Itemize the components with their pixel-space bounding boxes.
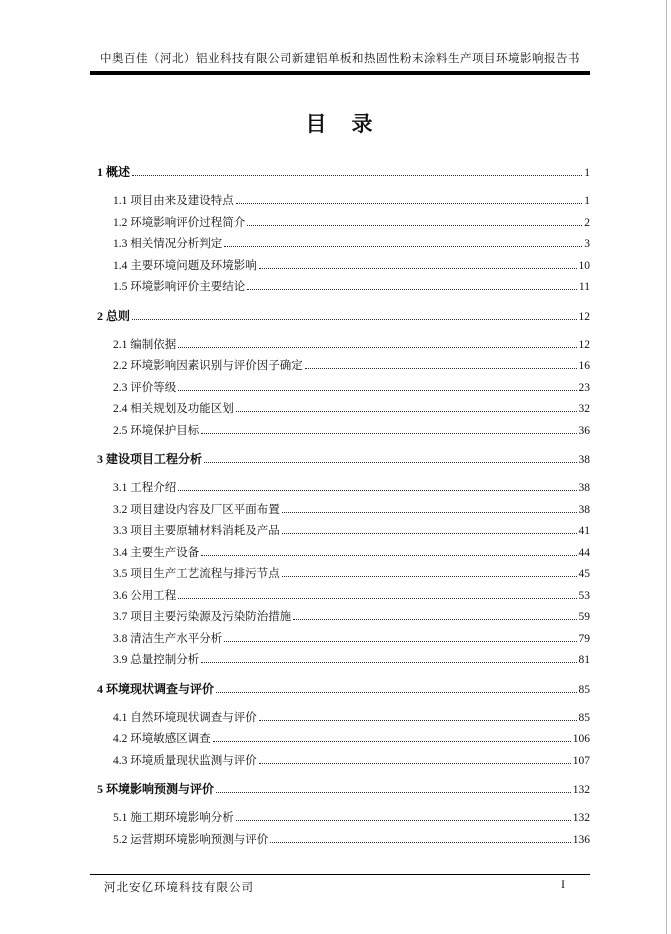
toc-entry[interactable] [90, 650, 590, 672]
toc-entry-label: 5 环境影响预测与评价 [97, 782, 215, 796]
toc-page-number: 38 [578, 503, 590, 516]
toc-page-number: 38 [578, 482, 590, 494]
dot-leader [247, 289, 577, 290]
toc-entry[interactable] [90, 234, 590, 256]
dot-leader [305, 368, 577, 369]
toc-page-number: 11 [578, 281, 590, 293]
dot-leader [132, 175, 582, 176]
page-footer [90, 874, 590, 895]
toc-entry-label: 5.1 施工期环境影响分析 [113, 812, 234, 824]
dot-leader [216, 692, 576, 693]
toc-entry-label: 3.4 主要生产设备 [113, 546, 200, 559]
toc-entry[interactable] [90, 277, 590, 299]
toc-page-number: 16 [578, 360, 590, 372]
toc-page-number: 38 [578, 454, 590, 466]
toc-page-number: 2 [584, 216, 590, 229]
toc-page-number: 23 [578, 381, 590, 394]
toc-entry-label: 2.5 环境保护目标 [113, 424, 200, 437]
toc-entry-label: 4 环境现状调查与评价 [97, 681, 215, 696]
toc-entry[interactable] [90, 256, 590, 278]
toc-entry[interactable] [90, 586, 590, 608]
toc-page-number: 12 [578, 338, 590, 351]
dot-leader [282, 576, 577, 577]
toc-entry[interactable] [90, 421, 590, 443]
toc-page-number: 107 [572, 754, 590, 767]
toc-entry-label: 1.1 项目由来及建设特点 [113, 195, 234, 207]
dot-leader [224, 641, 576, 642]
toc-entry[interactable] [90, 564, 590, 586]
toc-page-number: 1 [584, 195, 590, 207]
toc-entry-label: 4.2 环境敏感区调查 [113, 733, 211, 745]
toc-entry-label: 3.8 清洁生产水平分析 [113, 632, 223, 645]
toc-page-number: 136 [572, 833, 590, 846]
page-title: 目 录 [305, 112, 375, 136]
toc-entry-label: 2.3 评价等级 [113, 381, 177, 394]
dot-leader [236, 820, 571, 821]
toc-entry[interactable] [90, 543, 590, 565]
toc-entry[interactable] [90, 607, 590, 629]
toc-entry-label: 1.4 主要环境问题及环境影响 [113, 259, 257, 272]
toc-entry-label: 4.3 环境质量现状监测与评价 [113, 754, 257, 767]
toc-entry[interactable] [90, 478, 590, 500]
toc-page-number: 81 [578, 654, 590, 666]
toc-page-number: 132 [572, 784, 590, 796]
toc-page-number: 45 [578, 568, 590, 580]
toc-entry-label: 2 总则 [97, 308, 131, 323]
toc-entry-label: 4.1 自然环境现状调查与评价 [113, 711, 257, 724]
toc-page-number: 3 [584, 238, 590, 250]
toc-entry-label: 1.3 相关情况分析判定 [113, 238, 223, 250]
toc-entry[interactable] [90, 335, 590, 357]
toc-entry[interactable] [90, 729, 590, 751]
toc-entry-label: 3.6 公用工程 [113, 589, 177, 602]
dot-leader [216, 792, 571, 793]
toc-page-number: 59 [578, 611, 590, 623]
toc-entry[interactable] [90, 500, 590, 522]
toc-page-number: 44 [578, 546, 590, 559]
toc-entry-label: 3 建设项目工程分析 [97, 452, 203, 466]
dot-leader [236, 203, 583, 204]
toc-entry[interactable] [90, 708, 590, 730]
toc-page-number: 1 [584, 167, 590, 179]
dot-leader [224, 246, 582, 247]
toc-entry-label: 3.9 总量控制分析 [113, 654, 200, 666]
dot-leader [201, 433, 576, 434]
toc-entry[interactable] [90, 679, 590, 701]
toc-page-number: 85 [578, 711, 590, 724]
dot-leader [213, 741, 571, 742]
toc-entry-label: 5.2 运营期环境影响预测与评价 [113, 833, 269, 846]
dot-leader [178, 347, 576, 348]
toc-page-number: 132 [572, 812, 590, 824]
toc-entry[interactable] [90, 521, 590, 543]
toc-page-number: 53 [578, 589, 590, 602]
dot-leader [201, 662, 576, 663]
toc-page-number: 12 [578, 310, 590, 323]
toc-page-number: 79 [578, 632, 590, 645]
scan-edge-line [666, 0, 667, 934]
dot-leader [259, 268, 577, 269]
dot-leader [247, 225, 582, 226]
toc-list [90, 162, 590, 851]
toc-entry[interactable] [90, 399, 590, 421]
toc-entry[interactable] [90, 808, 590, 830]
toc-page-number: 10 [578, 259, 590, 272]
dot-leader [236, 411, 577, 412]
toc-entry-label: 1 概述 [97, 165, 131, 179]
toc-entry-label: 1.2 环境影响评价过程简介 [113, 216, 246, 229]
toc-entry-label: 3.2 项目建设内容及厂区平面布置 [113, 503, 280, 516]
toc-entry[interactable] [90, 830, 590, 852]
dot-leader [270, 842, 571, 843]
dot-leader [178, 598, 576, 599]
page-content [90, 0, 590, 851]
toc-entry[interactable] [90, 213, 590, 235]
toc-entry[interactable] [90, 751, 590, 773]
dot-leader [132, 319, 576, 320]
toc-entry[interactable] [90, 306, 590, 328]
toc-page-number: 36 [578, 424, 590, 437]
toc-entry-label: 3.1 工程介绍 [113, 482, 177, 494]
toc-entry[interactable] [90, 779, 590, 801]
dot-leader [178, 390, 576, 391]
dot-leader [259, 763, 571, 764]
toc-page-number: 41 [578, 525, 590, 537]
dot-leader [204, 462, 576, 463]
toc-entry-label: 1.5 环境影响评价主要结论 [113, 281, 246, 293]
toc-entry-label: 2.2 环境影响因素识别与评价因子确定 [113, 360, 303, 372]
toc-entry[interactable] [90, 378, 590, 400]
toc-entry-label: 3.3 项目主要原辅材料消耗及产品 [113, 525, 280, 537]
toc-entry[interactable] [90, 629, 590, 651]
toc-entry-label: 2.4 相关规划及功能区划 [113, 403, 234, 415]
dot-leader [282, 533, 577, 534]
toc-entry[interactable] [90, 356, 590, 378]
toc-entry-label: 3.5 项目生产工艺流程与排污节点 [113, 568, 280, 580]
toc-entry-label: 2.1 编制依据 [113, 338, 177, 351]
footer-company-name: 河北安亿环境科技有限公司 [104, 882, 254, 894]
toc-entry[interactable] [90, 162, 590, 184]
dot-leader [178, 490, 576, 491]
toc-entry[interactable] [90, 191, 590, 213]
toc-entry[interactable] [90, 449, 590, 471]
running-header: 中奥百佳（河北）铝业科技有限公司新建铝单板和热固性粉末涂料生产项目环境影响报告书 [90, 50, 590, 75]
dot-leader [293, 619, 576, 620]
dot-leader [282, 512, 577, 513]
dot-leader [259, 720, 577, 721]
footer-page-number: I [561, 879, 565, 891]
toc-entry-label: 3.7 项目主要污染源及污染防治措施 [113, 611, 292, 623]
dot-leader [201, 555, 576, 556]
toc-page-number: 32 [578, 403, 590, 415]
toc-page-number: 106 [572, 733, 590, 745]
toc-page-number: 85 [578, 683, 590, 696]
